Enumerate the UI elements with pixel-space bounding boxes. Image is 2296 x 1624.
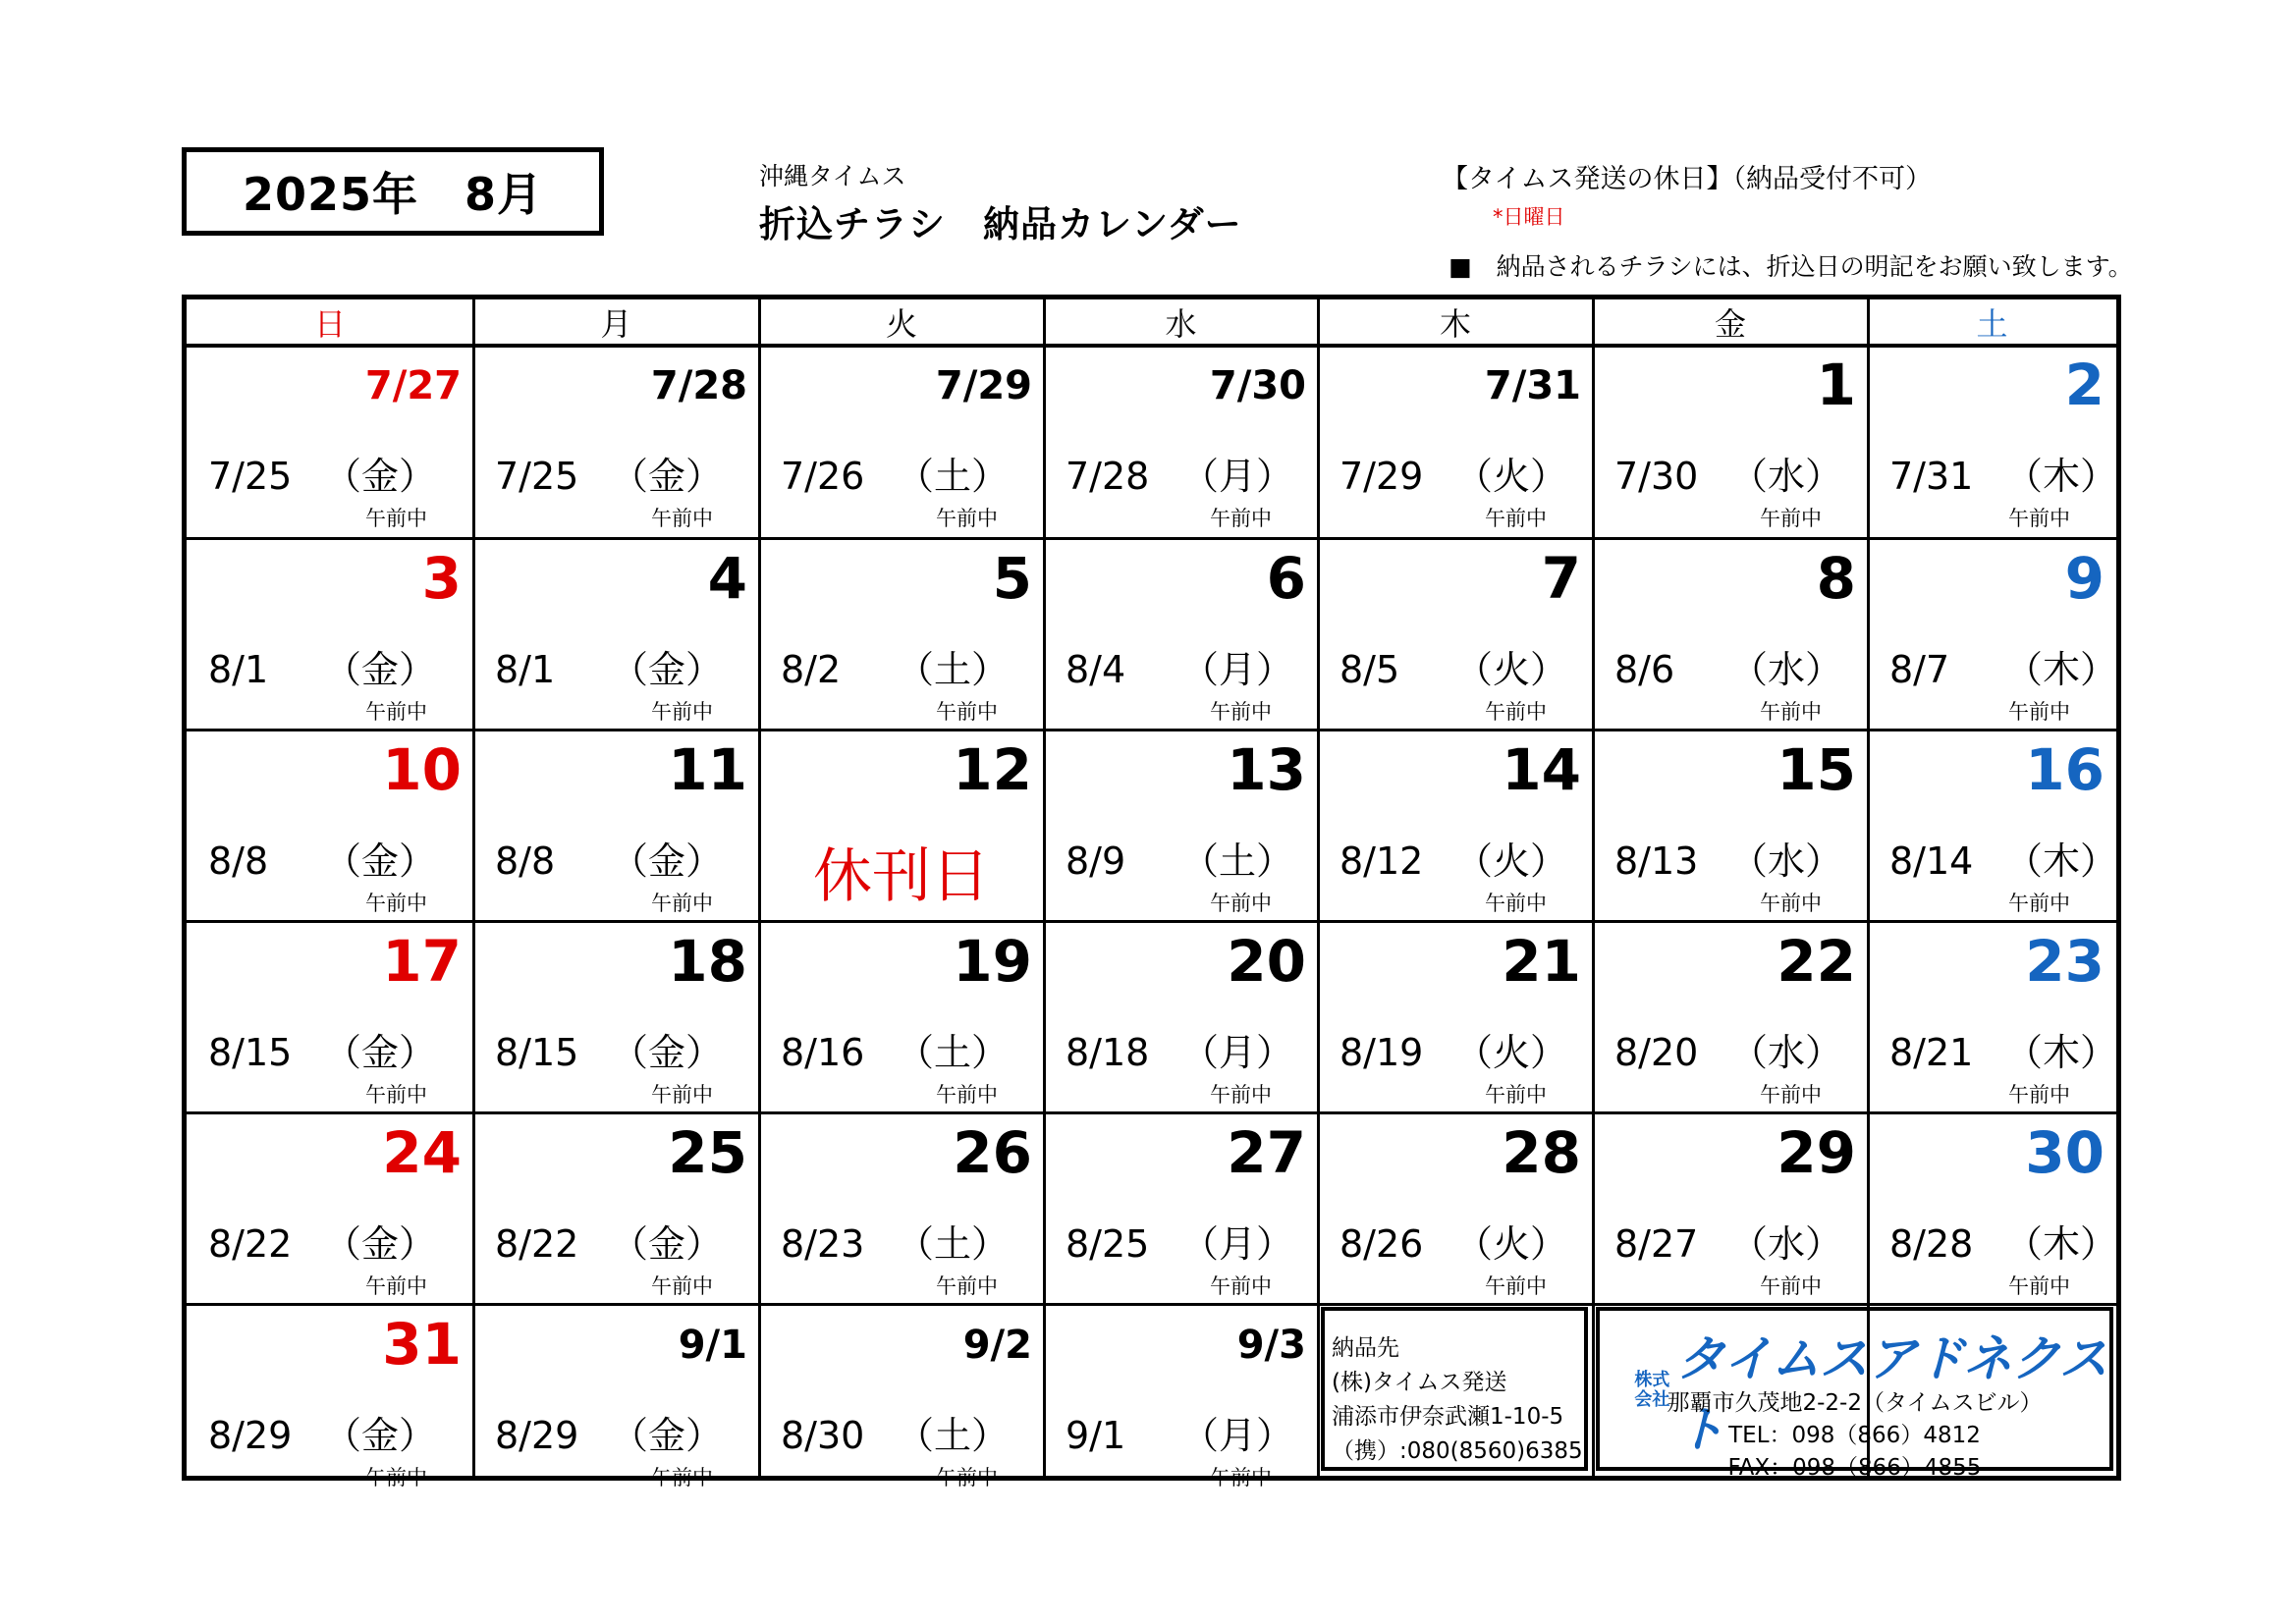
delivery-time: 午前中 [365, 507, 427, 530]
delivery-date: 8/4 [1066, 648, 1126, 691]
weekday-header-2: 火 [885, 304, 917, 343]
company-small-label: 沖縄タイムス [759, 162, 906, 190]
delivery-weekday: （金） [324, 1222, 437, 1266]
date-number: 9 [2064, 545, 2105, 612]
delivery-weekday: （月） [1181, 455, 1294, 498]
delivery-date: 7/31 [1889, 455, 1974, 498]
date-number: 16 [2025, 736, 2105, 803]
delivery-date: 8/13 [1614, 839, 1699, 883]
date-number: 21 [1502, 928, 1581, 995]
holiday-title: 【タイムス発送の休日】（納品受付不可） [1442, 164, 1932, 194]
delivery-time: 午前中 [651, 700, 713, 724]
delivery-weekday: （金） [611, 1031, 724, 1074]
date-number: 10 [382, 736, 462, 803]
date-number: 9/2 [962, 1323, 1032, 1368]
date-number: 6 [1266, 545, 1306, 612]
date-number: 24 [382, 1119, 462, 1186]
delivery-time: 午前中 [1760, 1083, 1822, 1107]
delivery-weekday: （木） [2005, 648, 2118, 691]
delivery-date: 8/22 [208, 1222, 293, 1266]
column-divider [472, 299, 475, 1476]
calendar-grid [182, 295, 2121, 1489]
delivery-date: 8/18 [1066, 1031, 1150, 1074]
delivery-address-label: 納品先 [1332, 1335, 1399, 1361]
date-number: 25 [668, 1119, 747, 1186]
delivery-weekday: （月） [1181, 648, 1294, 691]
delivery-date: 8/27 [1614, 1222, 1699, 1266]
delivery-weekday: （水） [1730, 1031, 1843, 1074]
delivery-weekday: （木） [2005, 455, 2118, 498]
row-divider [187, 1303, 2116, 1306]
weekday-header-1: 月 [600, 304, 632, 343]
delivery-date: 8/2 [781, 648, 842, 691]
delivery-weekday: （土） [897, 1031, 1010, 1074]
delivery-time: 午前中 [1210, 892, 1272, 915]
delivery-date: 8/9 [1066, 839, 1126, 883]
date-number: 5 [992, 545, 1032, 612]
date-number: 26 [953, 1119, 1032, 1186]
delivery-date: 8/8 [495, 839, 556, 883]
delivery-date: 8/25 [1066, 1222, 1150, 1266]
company-address: 那覇市久茂地2-2-2（タイムスビル） [1667, 1390, 2043, 1416]
page-title: 折込チラシ 納品カレンダー [759, 203, 1242, 245]
delivery-weekday: （金） [324, 1031, 437, 1074]
delivery-time: 午前中 [1485, 892, 1547, 915]
delivery-time: 午前中 [1485, 1083, 1547, 1107]
delivery-date: 8/15 [495, 1031, 579, 1074]
delivery-date: 8/12 [1339, 839, 1424, 883]
delivery-time: 午前中 [651, 1466, 713, 1489]
date-number: 30 [2025, 1119, 2105, 1186]
delivery-time: 午前中 [936, 1083, 998, 1107]
delivery-date: 8/6 [1614, 648, 1675, 691]
delivery-time: 午前中 [1210, 1274, 1272, 1298]
delivery-time: 午前中 [1760, 1274, 1822, 1298]
delivery-date: 8/15 [208, 1031, 293, 1074]
delivery-date: 8/19 [1339, 1031, 1424, 1074]
delivery-time: 午前中 [1210, 700, 1272, 724]
delivery-date: 8/21 [1889, 1031, 1974, 1074]
date-number: 31 [382, 1311, 462, 1378]
delivery-address-name: (株)タイムス発送 [1332, 1370, 1507, 1395]
date-number: 27 [1227, 1119, 1306, 1186]
date-number: 12 [953, 736, 1032, 803]
date-number: 2 [2064, 352, 2105, 418]
delivery-time: 午前中 [365, 1274, 427, 1298]
date-number: 17 [382, 928, 462, 995]
delivery-date: 7/28 [1066, 455, 1150, 498]
delivery-weekday: （木） [2005, 839, 2118, 883]
company-logo-name: タイムスアドネクスト [1675, 1330, 2107, 1458]
delivery-time: 午前中 [651, 892, 713, 915]
delivery-time: 午前中 [1210, 507, 1272, 530]
delivery-date: 8/26 [1339, 1222, 1424, 1266]
delivery-date: 9/1 [1066, 1414, 1126, 1457]
delivery-time: 午前中 [1760, 507, 1822, 530]
date-number: 7 [1541, 545, 1581, 612]
delivery-weekday: （土） [1181, 839, 1294, 883]
date-number: 9/1 [678, 1323, 747, 1368]
delivery-date: 7/29 [1339, 455, 1424, 498]
column-divider [758, 299, 761, 1476]
date-number: 8 [1816, 545, 1856, 612]
company-fax: FAX：098（866）4855 [1727, 1455, 1982, 1481]
date-number: 22 [1777, 928, 1856, 995]
column-divider [1043, 299, 1046, 1476]
row-divider [187, 344, 2116, 348]
delivery-time: 午前中 [651, 1083, 713, 1107]
weekday-header-0: 日 [313, 304, 346, 343]
company-logo-kabushiki: 株式会社 [1634, 1370, 1670, 1410]
weekday-header-6: 土 [1976, 304, 2008, 343]
delivery-time: 午前中 [936, 1274, 998, 1298]
delivery-date: 8/20 [1614, 1031, 1699, 1074]
notice-text: ■ 納品されるチラシには、折込日の明記をお願い致します。 [1449, 252, 2133, 281]
delivery-date: 8/23 [781, 1222, 865, 1266]
weekday-header-5: 金 [1714, 304, 1746, 343]
delivery-time: 午前中 [365, 892, 427, 915]
delivery-time: 午前中 [1485, 507, 1547, 530]
month-box: 2025年 8月 [182, 147, 604, 236]
delivery-weekday: （金） [611, 455, 724, 498]
date-number: 7/28 [650, 363, 747, 408]
delivery-time: 午前中 [1485, 700, 1547, 724]
delivery-weekday: （土） [897, 1414, 1010, 1457]
delivery-time: 午前中 [651, 1274, 713, 1298]
delivery-weekday: （火） [1455, 1222, 1568, 1266]
delivery-date: 7/30 [1614, 455, 1699, 498]
date-number: 14 [1502, 736, 1581, 803]
delivery-weekday: （月） [1181, 1222, 1294, 1266]
delivery-time: 午前中 [2008, 1083, 2070, 1107]
delivery-time: 午前中 [365, 700, 427, 724]
delivery-date: 8/5 [1339, 648, 1400, 691]
row-divider [187, 1111, 2116, 1114]
date-number: 1 [1816, 352, 1856, 418]
date-number: 3 [421, 545, 462, 612]
delivery-weekday: （金） [324, 839, 437, 883]
delivery-weekday: （水） [1730, 455, 1843, 498]
column-divider [1317, 299, 1320, 1476]
delivery-time: 午前中 [2008, 700, 2070, 724]
delivery-weekday: （水） [1730, 839, 1843, 883]
weekday-header-4: 木 [1439, 304, 1471, 343]
company-tel: TEL：098（866）4812 [1728, 1423, 1981, 1448]
row-divider [187, 920, 2116, 923]
delivery-date: 8/29 [208, 1414, 293, 1457]
delivery-weekday: （火） [1455, 648, 1568, 691]
delivery-time: 午前中 [2008, 892, 2070, 915]
date-number: 28 [1502, 1119, 1581, 1186]
delivery-time: 午前中 [936, 507, 998, 530]
delivery-address-address: 浦添市伊奈武瀬1-10-5 [1332, 1404, 1564, 1430]
delivery-weekday: （金） [324, 1414, 437, 1457]
delivery-weekday: （木） [2005, 1031, 2118, 1074]
date-number: 13 [1227, 736, 1306, 803]
date-number: 7/30 [1209, 363, 1306, 408]
delivery-date: 8/1 [495, 648, 556, 691]
delivery-weekday: （火） [1455, 455, 1568, 498]
delivery-date: 7/26 [781, 455, 865, 498]
delivery-date: 8/28 [1889, 1222, 1974, 1266]
delivery-time: 午前中 [2008, 507, 2070, 530]
delivery-time: 午前中 [651, 507, 713, 530]
delivery-date: 8/1 [208, 648, 269, 691]
delivery-time: 午前中 [1485, 1274, 1547, 1298]
delivery-date: 8/16 [781, 1031, 865, 1074]
delivery-weekday: （土） [897, 1222, 1010, 1266]
closed-day-label: 休刊日 [813, 842, 990, 911]
date-number: 11 [668, 736, 747, 803]
delivery-time: 午前中 [1210, 1466, 1272, 1489]
delivery-date: 8/30 [781, 1414, 865, 1457]
date-number: 18 [668, 928, 747, 995]
delivery-address-phone: （携）:080(8560)6385 [1332, 1438, 1583, 1464]
date-number: 7/27 [364, 363, 462, 408]
delivery-time: 午前中 [1760, 892, 1822, 915]
delivery-weekday: （金） [324, 648, 437, 691]
date-number: 7/31 [1484, 363, 1581, 408]
delivery-weekday: （木） [2005, 1222, 2118, 1266]
delivery-time: 午前中 [365, 1466, 427, 1489]
delivery-date: 8/14 [1889, 839, 1974, 883]
delivery-date: 8/29 [495, 1414, 579, 1457]
delivery-time: 午前中 [2008, 1274, 2070, 1298]
date-number: 4 [707, 545, 747, 612]
date-number: 19 [953, 928, 1032, 995]
delivery-weekday: （金） [611, 1414, 724, 1457]
date-number: 9/3 [1236, 1323, 1306, 1368]
date-number: 23 [2025, 928, 2105, 995]
delivery-time: 午前中 [1760, 700, 1822, 724]
column-divider [1867, 299, 1870, 1476]
delivery-weekday: （月） [1181, 1414, 1294, 1457]
delivery-weekday: （水） [1730, 648, 1843, 691]
date-number: 15 [1777, 736, 1856, 803]
delivery-weekday: （土） [897, 455, 1010, 498]
delivery-date: 7/25 [208, 455, 293, 498]
delivery-time: 午前中 [936, 700, 998, 724]
weekday-header-3: 水 [1165, 304, 1197, 343]
delivery-time: 午前中 [1210, 1083, 1272, 1107]
delivery-time: 午前中 [936, 1466, 998, 1489]
delivery-weekday: （金） [611, 648, 724, 691]
delivery-weekday: （土） [897, 648, 1010, 691]
row-divider [187, 537, 2116, 540]
delivery-weekday: （水） [1730, 1222, 1843, 1266]
date-number: 20 [1227, 928, 1306, 995]
date-number: 29 [1777, 1119, 1856, 1186]
delivery-date: 8/22 [495, 1222, 579, 1266]
delivery-date: 7/25 [495, 455, 579, 498]
row-divider [187, 729, 2116, 731]
delivery-weekday: （金） [324, 455, 437, 498]
delivery-weekday: （金） [611, 1222, 724, 1266]
delivery-time: 午前中 [365, 1083, 427, 1107]
delivery-date: 8/8 [208, 839, 269, 883]
delivery-weekday: （月） [1181, 1031, 1294, 1074]
delivery-weekday: （火） [1455, 1031, 1568, 1074]
delivery-date: 8/7 [1889, 648, 1950, 691]
date-number: 7/29 [935, 363, 1032, 408]
delivery-weekday: （火） [1455, 839, 1568, 883]
delivery-weekday: （金） [611, 839, 724, 883]
holiday-note: *日曜日 [1493, 205, 1565, 229]
